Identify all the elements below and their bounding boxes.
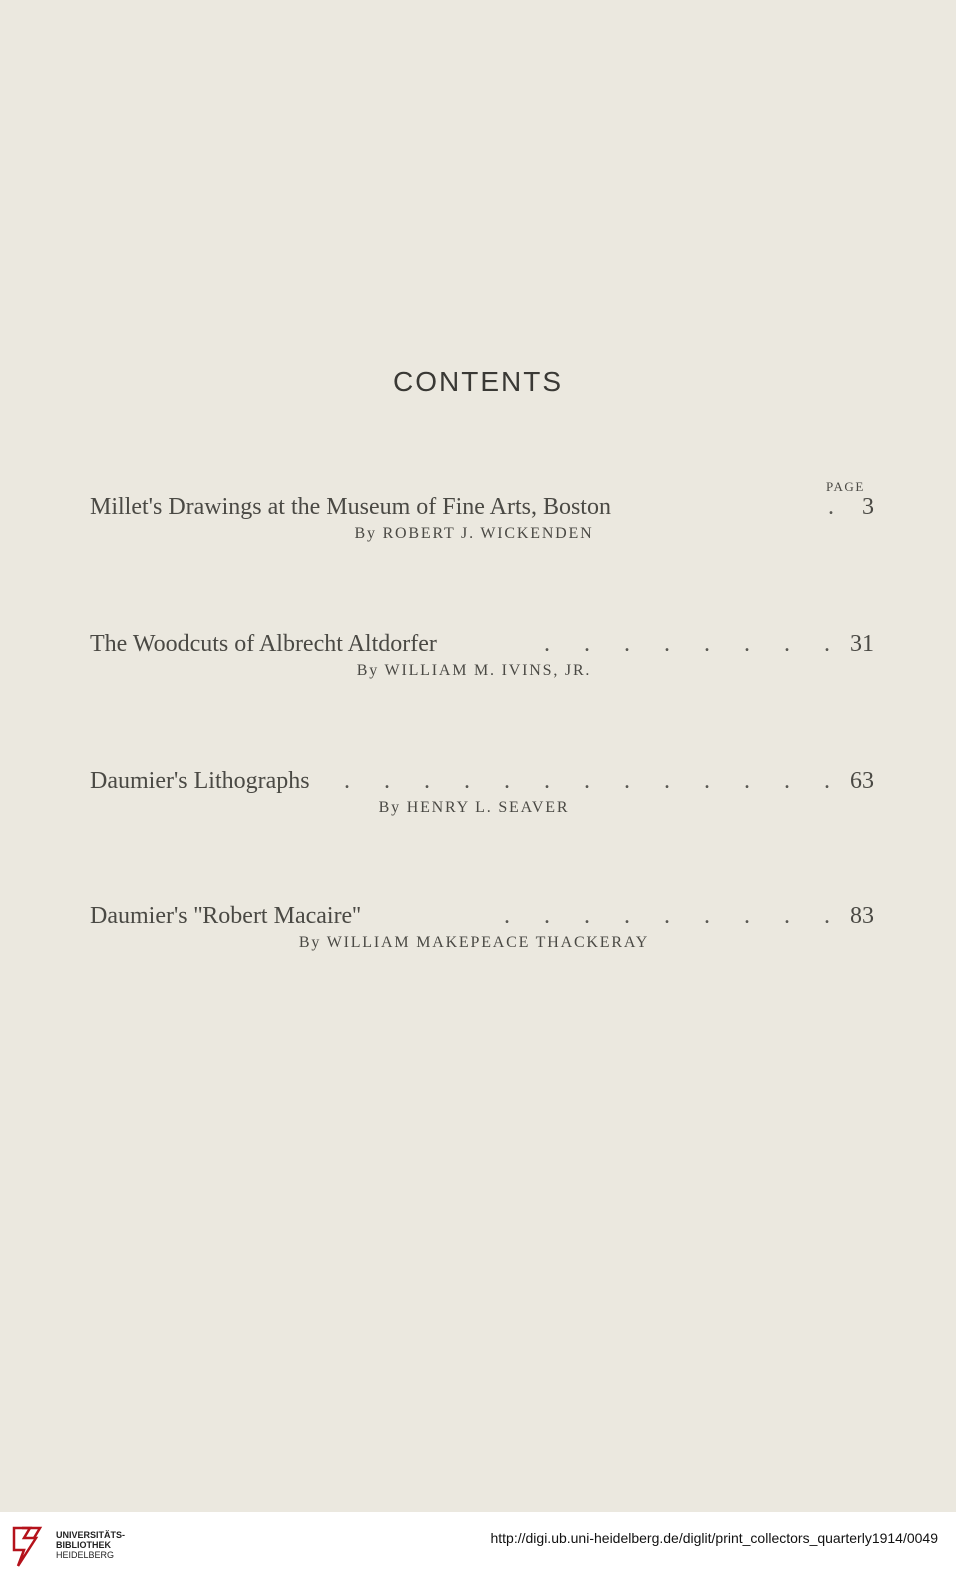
dot-leaders: . . . . . . . . .	[504, 903, 844, 929]
toc-entry	[90, 494, 874, 543]
library-logo-icon	[10, 1522, 48, 1570]
entry-page-number: 3	[862, 494, 874, 520]
entry-author: By WILLIAM MAKEPEACE THACKERAY	[298, 934, 650, 951]
dot-leaders: .	[828, 494, 848, 520]
page-title: CONTENTS	[393, 366, 563, 397]
library-name-line: UNIVERSITÄTS-	[56, 1530, 126, 1540]
entry-page-number: 31	[850, 631, 874, 657]
entry-title: Daumier's Lithographs	[90, 768, 310, 794]
library-name-line: HEIDELBERG	[56, 1550, 115, 1560]
digitization-footer	[0, 1512, 956, 1583]
page-column-label: PAGE	[826, 479, 865, 494]
toc-entry	[90, 903, 874, 952]
toc-entry	[90, 631, 874, 680]
entry-author: By WILLIAM M. IVINS, JR.	[356, 662, 592, 679]
dot-leaders: . . . . . . . .	[544, 631, 844, 657]
toc-entry	[90, 768, 874, 817]
library-name-line: BIBLIOTHEK	[56, 1540, 111, 1550]
entry-title: Daumier's ''Robert Macaire''	[90, 903, 361, 929]
entry-title: Millet's Drawings at the Museum of Fine Arts, Boston	[90, 494, 611, 520]
entry-title: The Woodcuts of Albrecht Altdorfer	[90, 631, 437, 657]
dot-leaders: . . . . . . . . . . . . .	[344, 768, 844, 794]
entry-author: By HENRY L. SEAVER	[378, 799, 570, 816]
source-url-link[interactable]: http://digi.ub.uni-heidelberg.de/diglit/print_collectors_quarterly1914/0049	[490, 1530, 938, 1546]
entry-page-number: 83	[850, 903, 874, 929]
entry-page-number: 63	[850, 768, 874, 794]
entry-author: By ROBERT J. WICKENDEN	[354, 525, 594, 542]
library-name	[56, 1530, 125, 1560]
